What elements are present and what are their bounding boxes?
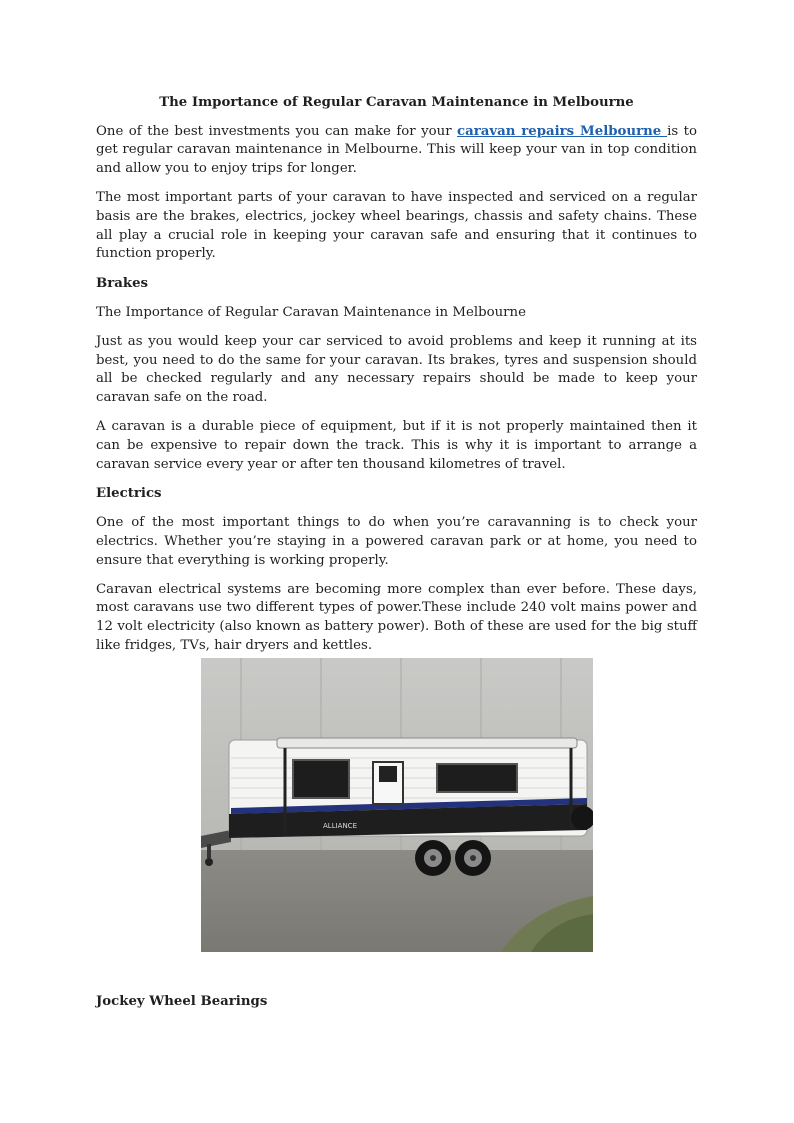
- intro-paragraph: [96, 123, 697, 179]
- document-title: The Importance of Regular Caravan Maintenance in Melbourne: [159, 95, 634, 110]
- electrics-paragraph-1: One of the most important things to do when you’re caravanning is to check your electrics. Whether you’re staying in a powered caravan park or at home, you need to ensure that everything is working properly.: [96, 515, 697, 568]
- caravan-illustration: [201, 658, 593, 952]
- wheel-front: [415, 840, 451, 876]
- caravan-brand-label: ALLIANCE: [323, 822, 357, 830]
- heading-jockey-wheel-bearings: Jockey Wheel Bearings: [96, 994, 268, 1009]
- intro-text-before: One of the best investments you can make for your: [96, 123, 458, 139]
- caravan-repairs-link[interactable]: caravan repairs Melbourne: [457, 123, 668, 139]
- parts-paragraph: The most important parts of your caravan to have inspected and serviced on a regular basis are the brakes, electrics, jockey wheel bearings, chassis and safety chains. These all play a crucial role in keeping your caravan safe and ensuring that it continues to function properly.: [96, 190, 697, 262]
- electrics-paragraph-2: Caravan electrical systems are becoming more complex than ever before. These days, most caravans use two different types of power.These include 240 volt mains power and 12 volt electricity (also known as battery power). Both of these are used for the big stuff like fridges, TVs, hair dryers and kettles.: [96, 581, 697, 653]
- brakes-paragraph-2: A caravan is a durable piece of equipment, but if it is not properly maintained then it can be expensive to repair down the track. This is why it is important to arrange a caravan service every year or after ten thousand kilometres of travel.: [96, 419, 697, 472]
- document-body: [96, 94, 697, 666]
- heading-brakes: Brakes: [96, 275, 149, 291]
- intro-text-after: is to get regular caravan maintenance in Melbourne. This will keep your van in top condition and allow you to enjoy trips for longer.: [96, 123, 698, 177]
- heading-electrics: Electrics: [96, 485, 162, 501]
- brakes-paragraph-1: Just as you would keep your car serviced to avoid problems and keep it running at its best, you need to do the same for your caravan. Its brakes, tyres and suspension should all be checked regularly and any necessary repairs should be made to keep your caravan safe on the road.: [96, 334, 697, 406]
- brakes-subtitle: The Importance of Regular Caravan Maintenance in Melbourne: [96, 304, 526, 320]
- wheel-rear: [455, 840, 491, 876]
- caravan-photo: [201, 658, 593, 952]
